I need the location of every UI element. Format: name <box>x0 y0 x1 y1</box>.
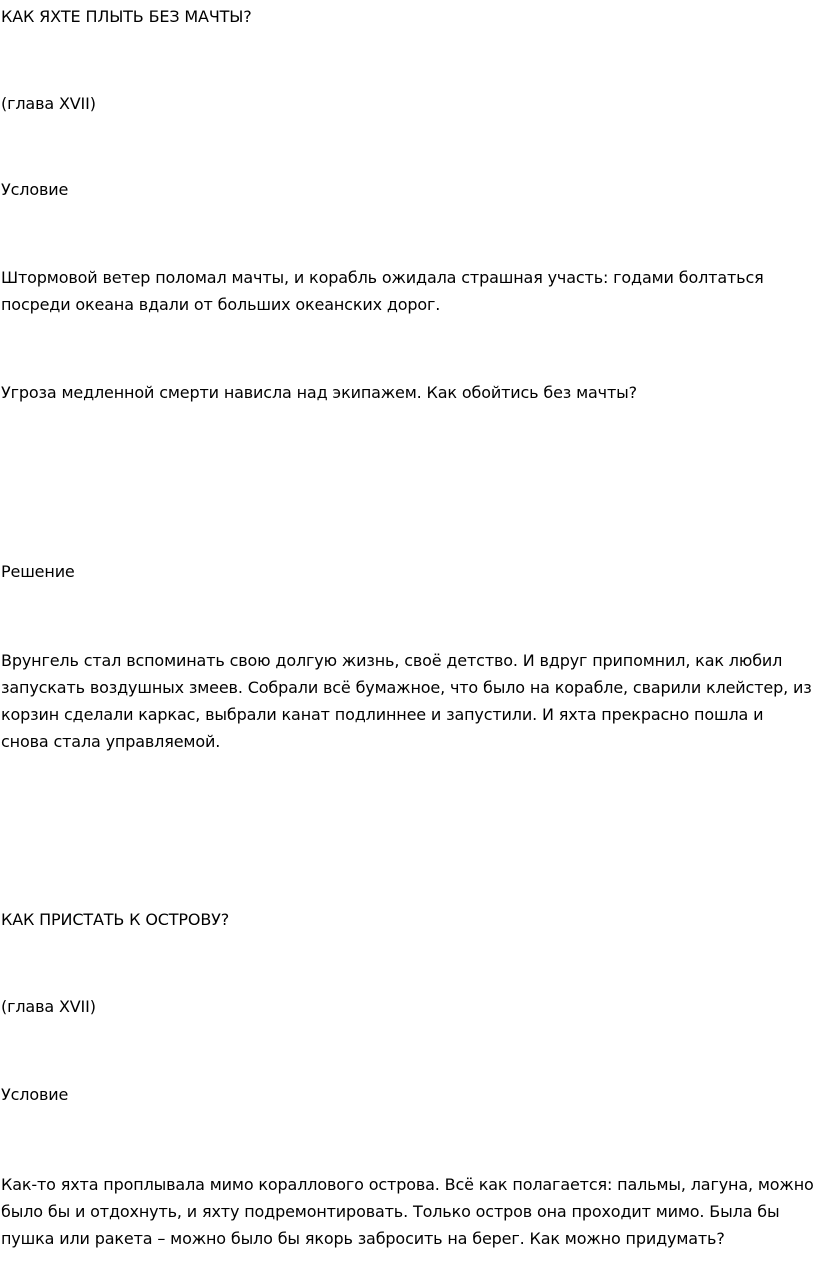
section-1-solution-label: Решение <box>1 562 75 581</box>
section-1-solution-text: Врунгель стал вспоминать свою долгую жизнь, своё детство. И вдруг припомнил, как любил запускать воздушных змеев. Собрали всё бумажное, что было на корабле, сварили клейстер, из корзин сделали каркас, выбрали канат подлиннее и запустили. И яхта прекрасно пошла и снова стала управляемой. <box>1 651 812 751</box>
section-1-condition-label: Условие <box>1 180 69 199</box>
section-2-title: КАК ПРИСТАТЬ К ОСТРОВУ? <box>1 910 230 929</box>
section-2-chapter: (глава XVII) <box>1 997 96 1016</box>
section-1-condition-text-1: Штормовой ветер поломал мачты, и корабль ожидала страшная участь: годами болтаться посреди океана вдали от больших океанских дорог. <box>1 268 764 314</box>
section-1-chapter: (глава XVII) <box>1 94 96 113</box>
section-2-condition-label: Условие <box>1 1085 69 1104</box>
section-1-condition-text-2: Угроза медленной смерти нависла над экипажем. Как обойтись без мачты? <box>1 383 637 402</box>
section-1-title: КАК ЯХТЕ ПЛЫТЬ БЕЗ МАЧТЫ? <box>1 7 252 26</box>
section-2-condition-text: Как-то яхта проплывала мимо кораллового острова. Всё как полагается: пальмы, лагуна, можно было бы и отдохнуть, и яхту подремонтировать. Только остров она проходит мимо. Была бы пушка или ракета – можно было бы якорь забросить на берег. Как можно придумать? <box>1 1175 814 1248</box>
